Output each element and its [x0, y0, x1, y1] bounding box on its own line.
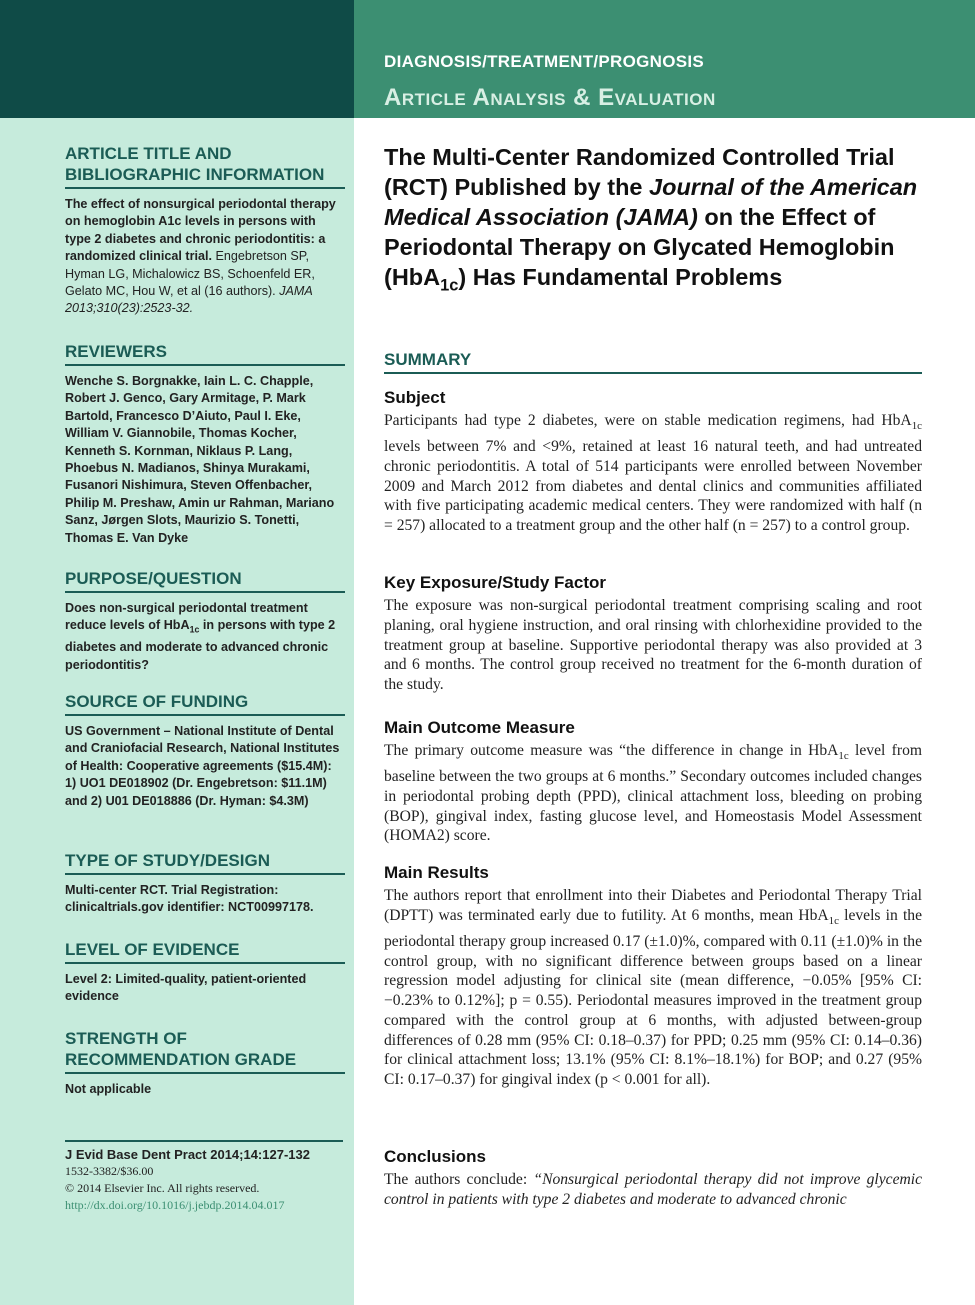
design-section	[65, 850, 345, 917]
subject-text-pre: Participants had type 2 diabetes, were on stable medication regimens, had HbA	[384, 412, 912, 429]
strength-section	[65, 1028, 345, 1098]
subject-text	[384, 411, 922, 536]
purpose-heading: PURPOSE/QUESTION	[65, 568, 345, 593]
exposure-heading: Key Exposure/Study Factor	[384, 573, 607, 592]
results-section	[384, 863, 922, 1090]
reviewers-section	[65, 341, 345, 547]
outcome-section	[384, 718, 922, 846]
evidence-heading: LEVEL OF EVIDENCE	[65, 939, 345, 964]
purpose-section	[65, 568, 345, 674]
strength-text: Not applicable	[65, 1082, 152, 1096]
article-title: The effect of nonsurgical periodontal therapy on hemoglobin A1c levels in persons with type 2 diabetes and chronic periodontitis: a randomized clinical trial.	[65, 197, 336, 264]
article-info-text	[65, 196, 345, 318]
article-main-title	[384, 142, 922, 301]
funding-text: US Government – National Institute of Dental and Craniofacial Research, National Institutes of Health: Cooperative agreements ($15.4M): 1) UO1 DE018902 (Dr. Engebretson: $11.1M) and 2) U01 DE018886 (Dr. Hyman: $4.3M)	[65, 724, 340, 808]
header-dark-block	[0, 0, 354, 118]
article-authors: Engebretson SP, Hyman LG, Michalowicz BS, Schoenfeld ER, Gelato MC, Hou W, et al (16 authors).	[65, 249, 315, 299]
title-part1: The Multi-Center Randomized Controlled Trial (RCT) Published by the	[384, 144, 895, 200]
reviewers-heading: REVIEWERS	[65, 341, 345, 366]
category-label: DIAGNOSIS/TREATMENT/PROGNOSIS	[384, 52, 705, 71]
outcome-heading: Main Outcome Measure	[384, 718, 575, 737]
evidence-text: Level 2: Limited-quality, patient-oriented evidence	[65, 972, 307, 1004]
design-heading: TYPE OF STUDY/DESIGN	[65, 850, 345, 875]
outcome-text-post: level from baseline between the two groups at 6 months.” Secondary outcomes included changes in periodontal probing depth (PPD), clinical attachment loss, bleeding on probing (BOP), gingival index, fasting glucose level, and Homeostasis Model Assessment (HOMA2) score.	[384, 742, 922, 845]
article-info-section	[65, 143, 345, 318]
summary-heading: SUMMARY	[384, 350, 922, 374]
results-text-pre: The authors report that enrollment into their Diabetes and Periodontal Therapy Trial (DPTT) was terminated early due to futility. At 6 months, mean HbA	[384, 887, 922, 924]
series-label: Article Analysis & Evaluation	[384, 84, 716, 111]
exposure-section	[384, 573, 922, 695]
outcome-text-sub: 1c	[838, 750, 849, 763]
subject-text-post: levels between 7% and <9%, retained at least 16 natural teeth, and had untreated chronic periodontitis. A total of 514 participants were enrolled between November 2009 and March 2012 from diabetes and dental clinics and communities affiliated with five participating academic medical centers. They were randomized with half (n = 257) allocated to a treatment group and the other half (n = 257) to a control group.	[384, 437, 922, 535]
conclusions-quote: “Nonsurgical periodontal therapy did not improve glycemic control in patients with type 2 diabetes and moderate to advanced chronic	[384, 1171, 922, 1208]
purpose-text-post: in persons with type 2 diabetes and moderate to advanced chronic periodontitis?	[65, 618, 336, 672]
results-text-sub: 1c	[828, 914, 839, 927]
article-citation: JAMA 2013;310(23):2523-32.	[65, 284, 313, 316]
outcome-text-pre: The primary outcome measure was “the difference in change in HbA	[384, 742, 839, 759]
results-text-post: levels in the periodontal therapy group increased 0.17 (±1.0)%, compared with 0.11 (±1.0)% in the control group, with no significant difference between groups based on a linear regression model adjusting for clinical site (mean difference, −0.05% [95% CI: −0.23% to 0.12%]; p = 0.55). Periodontal measures improved in the treatment group compared with the control group at 6 months, with adjusted between-group differences of 0.28 mm (95% CI: 0.18–0.37) for PPD; 0.25 mm (95% CI: 0.14–0.36) for clinical attachment loss; 13.1% (95% CI: 8.1%–18.1%) for BOP; and 0.27 (95% CI: 0.17–0.37) for gingival index (p < 0.001 for all).	[384, 906, 923, 1089]
title-italic: Journal of the American Medical Association (JAMA)	[384, 174, 918, 230]
reviewers-text: Wenche S. Borgnakke, Iain L. C. Chapple, Robert J. Genco, Gary Armitage, P. Mark Bartold, Francesco D’Aiuto, Paul I. Eke, William V. Giannobile, Thomas Kocher, Kenneth S. Kornman, Niklaus P. Lang, Phoebus N. Madianos, Shinya Murakami, Fusanori Nishimura, Steven Offenbacher, Philip M. Preshaw, Amin ur Rahman, Mariano Sanz, Jørgen Slots, Maurizio S. Tonetti, Thomas E. Van Dyke	[65, 374, 335, 545]
subject-text-sub: 1c	[911, 420, 922, 433]
conclusions-heading: Conclusions	[384, 1147, 487, 1166]
results-heading: Main Results	[384, 863, 489, 882]
journal-copyright: © 2014 Elsevier Inc. All rights reserved.	[65, 1181, 260, 1195]
outcome-text	[384, 741, 922, 846]
article-info-heading: ARTICLE TITLE AND BIBLIOGRAPHIC INFORMATION	[65, 143, 345, 189]
exposure-text: The exposure was non-surgical periodontal treatment comprising scaling and root planing, oral hygiene instruction, and oral rinsing with chlorhexidine provided to the treatment group at baseline. Supportive periodontal therapy was also provided at 3 and 6 months. The control group received no treatment for the 6-month duration of the study.	[384, 597, 922, 694]
strength-heading: STRENGTH OF RECOMMENDATION GRADE	[65, 1028, 345, 1074]
title-part2: on the Effect of Periodontal Therapy on Glycated Hemoglobin (HbA	[384, 204, 895, 290]
purpose-text-pre: Does non-surgical periodontal treatment reduce levels of HbA	[65, 601, 308, 633]
subject-section	[384, 388, 922, 536]
conclusions-section	[384, 1147, 922, 1210]
funding-section	[65, 691, 345, 810]
subject-heading: Subject	[384, 388, 446, 407]
results-text	[384, 886, 922, 1090]
journal-info	[65, 1140, 343, 1214]
conclusions-text-pre: The authors conclude:	[384, 1171, 534, 1188]
conclusions-text	[384, 1170, 922, 1210]
journal-issn: 1532-3382/$36.00	[65, 1164, 154, 1178]
title-sub: 1c	[440, 276, 459, 295]
funding-heading: SOURCE OF FUNDING	[65, 691, 345, 716]
journal-title: J Evid Base Dent Pract 2014;14:127-132	[65, 1147, 310, 1162]
design-text: Multi-center RCT. Trial Registration: clinicaltrials.gov identifier: NCT00997178.	[65, 883, 314, 915]
evidence-section	[65, 939, 345, 1006]
purpose-text	[65, 600, 345, 674]
purpose-text-sub: 1c	[189, 624, 200, 635]
doi-link[interactable]: http://dx.doi.org/10.1016/j.jebdp.2014.04.017	[65, 1198, 285, 1212]
title-part3: ) Has Fundamental Problems	[458, 264, 783, 290]
